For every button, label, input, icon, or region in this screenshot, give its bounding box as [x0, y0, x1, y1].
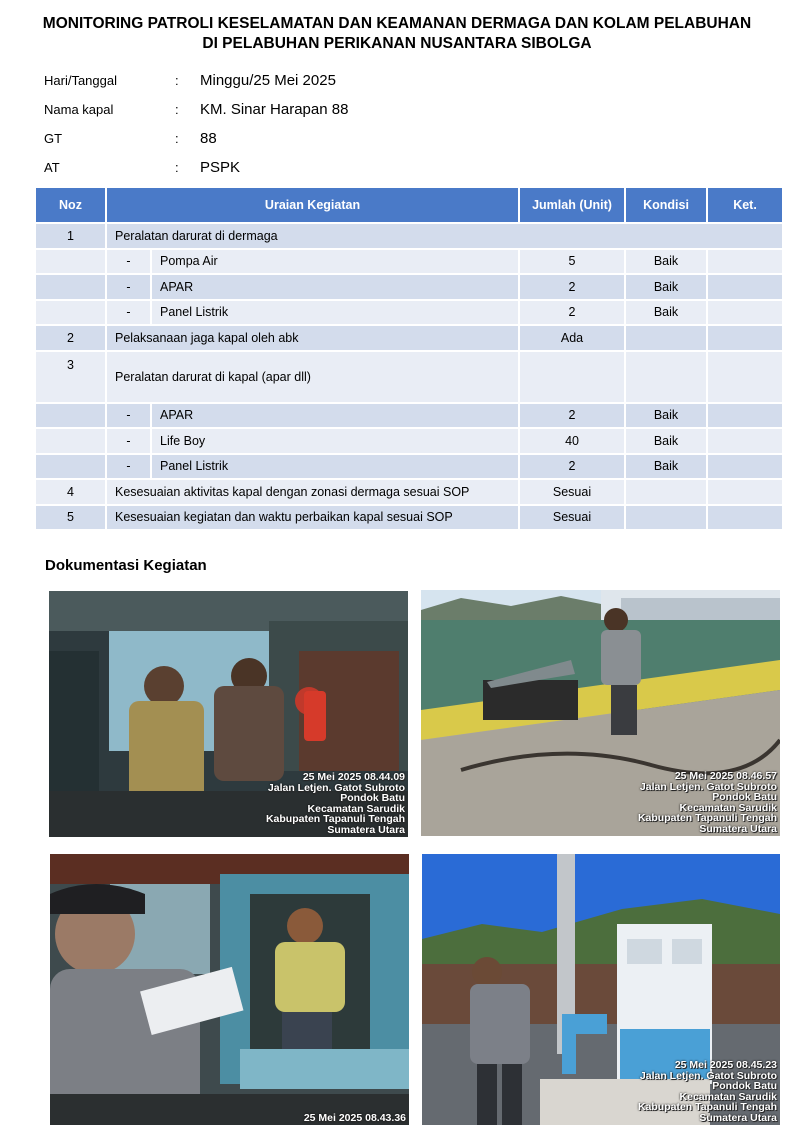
row-jumlah: Sesuai — [520, 480, 624, 504]
row-jumlah: 2 — [520, 301, 624, 325]
meta-value: KM. Sinar Harapan 88 — [200, 101, 349, 118]
stamp-line: 25 Mei 2025 08.43.36 — [303, 1111, 406, 1124]
row-no — [36, 429, 105, 453]
stamp-line: Kecamatan Sarudik — [307, 802, 405, 815]
documentation-title: Dokumentasi Kegiatan — [45, 557, 207, 574]
header-kondisi: Kondisi — [626, 188, 706, 222]
photo-timestamp — [266, 772, 405, 835]
stamp-line: Sumatera Utara — [327, 823, 405, 836]
row-no: 3 — [36, 352, 105, 402]
row-kondisi — [626, 352, 706, 402]
row-text: Peralatan darurat di kapal (apar dll) — [107, 352, 518, 402]
meta-label: AT — [44, 160, 60, 175]
table-row — [36, 429, 782, 453]
row-ket — [708, 429, 782, 453]
stamp-line: Sumatera Utara — [699, 822, 777, 835]
row-no: 4 — [36, 480, 105, 504]
row-text: Peralatan darurat di dermaga — [107, 224, 782, 248]
stamp-line: Sumatera Utara — [699, 1111, 777, 1124]
row-dash: - — [107, 455, 150, 479]
row-ket — [708, 250, 782, 274]
row-no: 5 — [36, 506, 105, 530]
meta-label: GT — [44, 131, 63, 146]
row-kondisi: Baik — [626, 250, 706, 274]
row-text: Kesesuaian kegiatan dan waktu perbaikan kapal sesuai SOP — [107, 506, 518, 530]
stamp-line: Kecamatan Sarudik — [679, 801, 777, 814]
row-dash: - — [107, 301, 150, 325]
stamp-line: Kabupaten Tapanuli Tengah — [637, 812, 777, 824]
table-row — [36, 275, 782, 299]
row-kondisi — [626, 480, 706, 504]
row-jumlah: 2 — [520, 455, 624, 479]
row-jumlah: 2 — [520, 404, 624, 428]
stamp-line: Pondok Batu — [712, 1080, 777, 1092]
stamp-line: 25 Mei 2025 08.46.57 — [674, 770, 777, 782]
row-no — [36, 455, 105, 479]
meta-colon: : — [175, 102, 179, 117]
row-jumlah: Ada — [520, 326, 624, 350]
header-jumlah: Jumlah (Unit) — [520, 188, 624, 222]
stamp-line: Pondok Batu — [340, 792, 405, 804]
row-jumlah: 40 — [520, 429, 624, 453]
meta-label: Nama kapal — [44, 102, 114, 117]
row-ket — [708, 301, 782, 325]
meta-colon: : — [175, 131, 179, 146]
activity-table — [34, 186, 784, 531]
row-text: Pelaksanaan jaga kapal oleh abk — [107, 326, 518, 350]
row-ket — [708, 506, 782, 530]
row-kondisi: Baik — [626, 404, 706, 428]
table-row — [36, 506, 782, 530]
row-ket — [708, 404, 782, 428]
row-ket — [708, 480, 782, 504]
photo-timestamp — [638, 771, 777, 834]
row-no: 1 — [36, 224, 105, 248]
stamp-line: 25 Mei 2025 08.44.09 — [302, 771, 405, 783]
table-row — [36, 404, 782, 428]
meta-value: 88 — [200, 130, 217, 147]
photo-crew-interview — [50, 854, 409, 1125]
row-text: Kesesuaian aktivitas kapal dengan zonasi dermaga sesuai SOP — [107, 480, 518, 504]
meta-label: Hari/Tanggal — [44, 73, 117, 88]
row-item: APAR — [152, 275, 518, 299]
row-kondisi — [626, 326, 706, 350]
table-row — [36, 301, 782, 325]
table-row — [36, 352, 782, 402]
row-no — [36, 275, 105, 299]
stamp-line: 25 Mei 2025 08.45.23 — [674, 1059, 777, 1071]
row-jumlah: Sesuai — [520, 506, 624, 530]
row-item: APAR — [152, 404, 518, 428]
stamp-line: Kabupaten Tapanuli Tengah — [265, 813, 405, 825]
page-title — [0, 14, 794, 54]
row-dash: - — [107, 404, 150, 428]
meta-colon: : — [175, 73, 179, 88]
table-row — [36, 455, 782, 479]
row-dash: - — [107, 250, 150, 274]
row-item: Panel Listrik — [152, 455, 518, 479]
meta-row-gt — [44, 124, 348, 153]
row-item: Pompa Air — [152, 250, 518, 274]
photo-pump-inspection — [421, 590, 780, 836]
meta-row-at — [44, 153, 348, 182]
row-jumlah: 2 — [520, 275, 624, 299]
stamp-line: Pondok Batu — [712, 791, 777, 803]
meta-row-ship-name — [44, 95, 348, 124]
photo-cabin-inspection — [49, 591, 408, 837]
row-ket — [708, 275, 782, 299]
stamp-line: Kabupaten Tapanuli Tengah — [637, 1101, 777, 1113]
meta-value: PSPK — [200, 159, 241, 176]
stamp-line: Jalan Letjen. Gatot Subroto — [639, 780, 777, 793]
meta-value: Minggu/25 Mei 2025 — [200, 72, 336, 89]
table-row — [36, 250, 782, 274]
row-kondisi: Baik — [626, 275, 706, 299]
row-kondisi: Baik — [626, 301, 706, 325]
row-dash: - — [107, 429, 150, 453]
table-row — [36, 224, 782, 248]
header-uraian: Uraian Kegiatan — [107, 188, 518, 222]
row-no — [36, 404, 105, 428]
row-item: Life Boy — [152, 429, 518, 453]
title-line-1: MONITORING PATROLI KESELAMATAN DAN KEAMANAN DERMAGA DAN KOLAM PELABUHAN — [42, 15, 752, 32]
row-item: Panel Listrik — [152, 301, 518, 325]
photo-timestamp — [304, 1113, 406, 1124]
row-kondisi — [626, 506, 706, 530]
row-dash: - — [107, 275, 150, 299]
row-no: 2 — [36, 326, 105, 350]
row-no — [36, 250, 105, 274]
photo-power-station — [422, 854, 780, 1125]
photo-timestamp — [638, 1060, 777, 1123]
row-jumlah — [520, 352, 624, 402]
table-header-row — [36, 188, 782, 222]
row-ket — [708, 455, 782, 479]
meta-colon: : — [175, 160, 179, 175]
title-line-2: DI PELABUHAN PERIKANAN NUSANTARA SIBOLGA — [202, 35, 592, 52]
table-row — [36, 480, 782, 504]
stamp-line: Kecamatan Sarudik — [679, 1090, 777, 1103]
row-no — [36, 301, 105, 325]
row-ket — [708, 352, 782, 402]
table-row — [36, 326, 782, 350]
stamp-line: Jalan Letjen. Gatot Subroto — [267, 781, 405, 794]
header-ket: Ket. — [708, 188, 782, 222]
row-kondisi: Baik — [626, 429, 706, 453]
vessel-info — [44, 66, 348, 182]
row-ket — [708, 326, 782, 350]
meta-row-date — [44, 66, 348, 95]
row-jumlah: 5 — [520, 250, 624, 274]
row-kondisi: Baik — [626, 455, 706, 479]
stamp-line: Jalan Letjen. Gatot Subroto — [639, 1069, 777, 1082]
header-no: Noz — [36, 188, 105, 222]
